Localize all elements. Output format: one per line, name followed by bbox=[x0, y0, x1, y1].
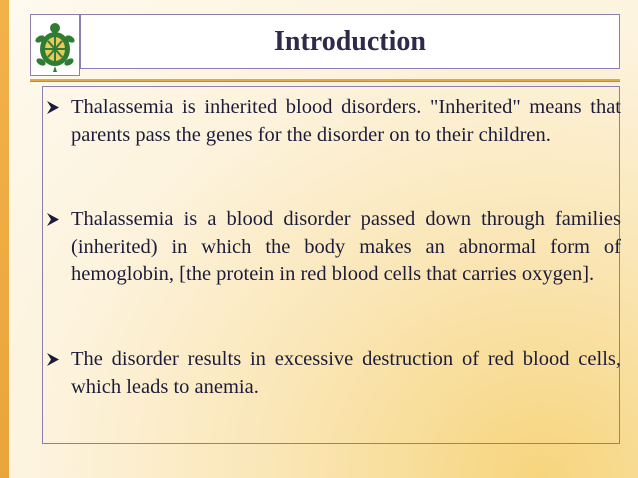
title-divider bbox=[30, 79, 620, 81]
left-accent-bar bbox=[0, 0, 9, 478]
title-box bbox=[80, 14, 620, 69]
bullet-item bbox=[43, 346, 621, 401]
arrowhead-bullet-icon bbox=[43, 206, 71, 241]
bullet-item bbox=[43, 206, 621, 289]
bullet-text: Thalassemia is a blood disorder passed down through families (inherited) in which the body makes an abnormal form of hemoglobin, [the protein in red blood cells that carries oxygen]. bbox=[71, 208, 621, 285]
arrowhead-bullet-icon bbox=[43, 94, 71, 129]
turtle-logo-icon bbox=[31, 15, 79, 75]
logo-box bbox=[30, 14, 80, 76]
bullet-text: Thalassemia is inherited blood disorders. "Inherited" means that parents pass the genes for the disorder on to their children. bbox=[71, 96, 621, 146]
content-box bbox=[42, 86, 620, 444]
bullet-item bbox=[43, 94, 621, 149]
arrowhead-bullet-icon bbox=[43, 346, 71, 381]
bullet-text: The disorder results in excessive destruction of red blood cells, which leads to anemia. bbox=[71, 348, 621, 398]
slide-title: Introduction bbox=[274, 25, 426, 57]
